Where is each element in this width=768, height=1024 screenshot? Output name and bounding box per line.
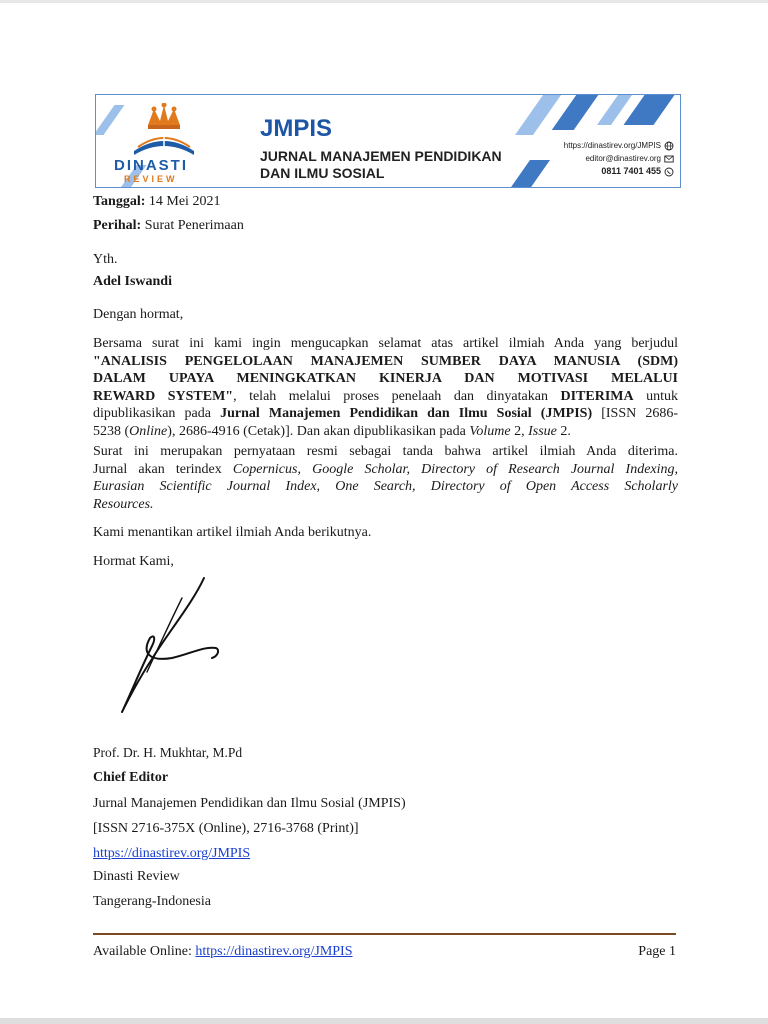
date-label: Tanggal: (93, 194, 146, 209)
journal-title-line-2: DAN ILMU SOSIAL (260, 165, 385, 181)
logo-name: DINASTI (114, 157, 188, 174)
contact-email-row (564, 152, 674, 165)
paragraph-line: Bersama surat ini kami ingin mengucapkan selamat atas artikel ilmiah Anda yang berjudul (93, 336, 678, 351)
paragraph-line: Surat ini merupakan pernyataan resmi sebagai tanda bahwa artikel ilmiah Anda diterima. (93, 444, 678, 459)
paragraph-text: [ISSN 2686- (601, 406, 678, 421)
footer-available-label: Available Online: (93, 944, 192, 959)
paragraph-text: 5238 ( (93, 423, 130, 439)
banner-decor-stripe (623, 94, 681, 125)
journal-full-title (260, 148, 502, 182)
article-title-line: "ANALISIS PENGELOLAAN MANAJEMEN SUMBER DAYA MANUSIA (SDM) (93, 353, 678, 369)
whatsapp-icon (664, 167, 674, 177)
letter-date (93, 193, 220, 210)
closing-salutation: Hormat Kami, (93, 554, 174, 569)
paragraph-text: Issue (528, 423, 557, 439)
contact-phone-row (564, 165, 674, 178)
signatory-role: Chief Editor (93, 770, 169, 785)
contact-website-row (564, 139, 674, 152)
index-list: Eurasian Scientific Journal Index, One Search, Directory of Open Access Scholarly (93, 479, 678, 494)
banner-decor-stripe (502, 160, 550, 188)
footer-divider (93, 933, 676, 935)
paragraph-line (93, 496, 678, 514)
footer-available-online (93, 944, 353, 960)
paragraph-text: untuk (646, 388, 679, 404)
acceptance-paragraph (93, 335, 678, 440)
closing-paragraph: Kami menantikan artikel ilmiah Anda berikutnya. (93, 525, 372, 540)
acceptance-status: DITERIMA (560, 388, 634, 404)
signatory-issn: [ISSN 2716-375X (Online), 2716-3768 (Print)] (93, 821, 359, 836)
subject-value: Surat Penerimaan (144, 218, 244, 233)
crown-book-icon (124, 103, 204, 163)
article-title-line: DALAM UPAYA MENINGKATKAN KINERJA DAN MOTIVASI MELALUI (93, 371, 678, 386)
paragraph-text: 2, (510, 423, 529, 439)
page-bottom-edge (0, 1018, 768, 1024)
subject-label: Perihal: (93, 218, 142, 233)
paragraph-text: Jurnal akan terindex (93, 461, 222, 477)
signatory-location: Tangerang-Indonesia (93, 894, 211, 909)
journal-name: Jurnal Manajemen Pendidikan dan Ilmu Sosial (JMPIS) (220, 406, 593, 421)
review-text: , telah melalui proses penelaah dan dinyatakan (233, 388, 548, 404)
paragraph-text: 2. (556, 423, 571, 439)
paragraph-line (93, 478, 678, 496)
paragraph-line (93, 388, 678, 406)
signatory-url-row (93, 845, 250, 862)
paragraph-text: ), 2686-4916 (Cetak)]. Dan akan dipublikasikan pada (167, 423, 466, 439)
journal-header-banner (95, 94, 681, 188)
journal-title-line-1: JURNAL MANAJEMEN PENDIDIKAN (260, 148, 502, 164)
letter-subject (93, 217, 244, 234)
recipient-prefix: Yth. (93, 252, 118, 267)
paragraph-text: dipublikasikan pada (93, 406, 211, 421)
paragraph-line (93, 423, 678, 441)
journal-url-link[interactable]: https://dinastirev.org/JMPIS (93, 846, 251, 861)
article-title-line: REWARD SYSTEM" (93, 388, 234, 404)
date-value: 14 Mei 2021 (148, 194, 221, 209)
greeting: Dengan hormat, (93, 307, 184, 322)
dinasti-logo (102, 101, 252, 185)
paragraph-line (93, 405, 678, 423)
paragraph-line (93, 461, 678, 479)
index-list: Copernicus, Google Scholar, Directory of Research Journal Indexing, (232, 461, 679, 477)
index-list: Resources. (93, 496, 154, 512)
page-top-edge (0, 0, 768, 3)
paragraph-text: Volume (469, 423, 511, 439)
recipient-name: Adel Iswandi (93, 274, 172, 289)
logo-subtitle: REVIEW (124, 174, 178, 184)
contact-website: https://dinastirev.org/JMPIS (563, 141, 661, 150)
handwritten-signature (112, 574, 242, 719)
signatory-publisher: Dinasti Review (93, 869, 180, 884)
journal-contact-block (564, 139, 674, 178)
signatory-journal: Jurnal Manajemen Pendidikan dan Ilmu Sosial (JMPIS) (93, 796, 406, 811)
signatory-name: Prof. Dr. H. Mukhtar, M.Pd (93, 745, 243, 760)
envelope-icon (664, 154, 674, 164)
globe-icon (664, 141, 674, 151)
paragraph-text: Online (129, 423, 168, 439)
indexing-paragraph (93, 443, 678, 513)
footer-url-link[interactable]: https://dinastirev.org/JMPIS (195, 944, 353, 959)
contact-phone: 0811 7401 455 (601, 166, 661, 176)
contact-email: editor@dinastirev.org (585, 154, 661, 163)
footer-page-number: Page 1 (638, 944, 676, 959)
journal-short-title: JMPIS (260, 115, 333, 142)
